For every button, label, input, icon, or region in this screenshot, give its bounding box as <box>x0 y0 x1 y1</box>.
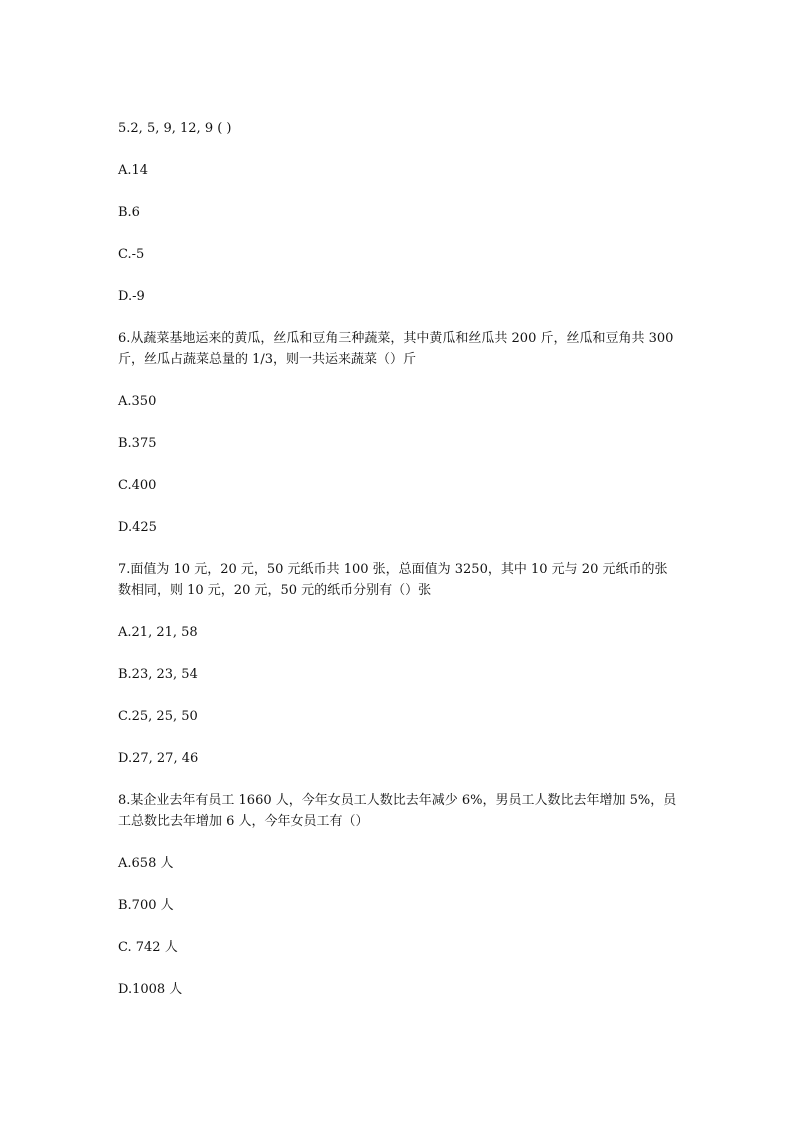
question-8-option-c: C. 742 人 <box>118 940 178 955</box>
question-7-option-c: C.25, 25, 50 <box>118 709 198 724</box>
question-7-stem: 7.面值为 10 元，20 元，50 元纸币共 100 张，总面值为 3250，其中 10 元与 20 元纸币的张数相同，则 10 元，20 元，50 元的纸币分别有（）张 <box>118 562 668 598</box>
question-5-option-c: C.-5 <box>118 247 145 262</box>
question-6-option-d: D.425 <box>118 520 157 535</box>
question-list <box>118 118 678 1021</box>
question-6-option-a: A.350 <box>118 394 157 409</box>
question-8-stem: 8.某企业去年有员工 1660 人，今年女员工人数比去年减少 6%，男员工人数比去年增加 5%，员工总数比去年增加 6 人，今年女员工有（） <box>118 793 677 829</box>
question-8-option-d: D.1008 人 <box>118 982 183 997</box>
question-5-option-a: A.14 <box>118 163 149 178</box>
question-5-option-d: D.-9 <box>118 289 145 304</box>
question-6-option-b: B.375 <box>118 436 157 451</box>
question-5-stem: 5.2, 5, 9, 12, 9 ( ) <box>118 121 232 136</box>
question-8-option-b: B.700 人 <box>118 898 174 913</box>
question-7-option-a: A.21, 21, 58 <box>118 625 198 640</box>
question-8-option-a: A.658 人 <box>118 856 174 871</box>
question-6-option-c: C.400 <box>118 478 157 493</box>
question-7-option-b: B.23, 23, 54 <box>118 667 198 682</box>
question-7 <box>118 559 678 769</box>
question-5 <box>118 118 678 307</box>
question-7-option-d: D.27, 27, 46 <box>118 751 199 766</box>
question-5-option-b: B.6 <box>118 205 140 220</box>
question-6 <box>118 328 678 538</box>
question-8 <box>118 790 678 1000</box>
question-6-stem: 6.从蔬菜基地运来的黄瓜，丝瓜和豆角三种蔬菜，其中黄瓜和丝瓜共 200 斤，丝瓜和豆角共 300 斤，丝瓜占蔬菜总量的 1/3，则一共运来蔬菜（）斤 <box>118 331 678 367</box>
